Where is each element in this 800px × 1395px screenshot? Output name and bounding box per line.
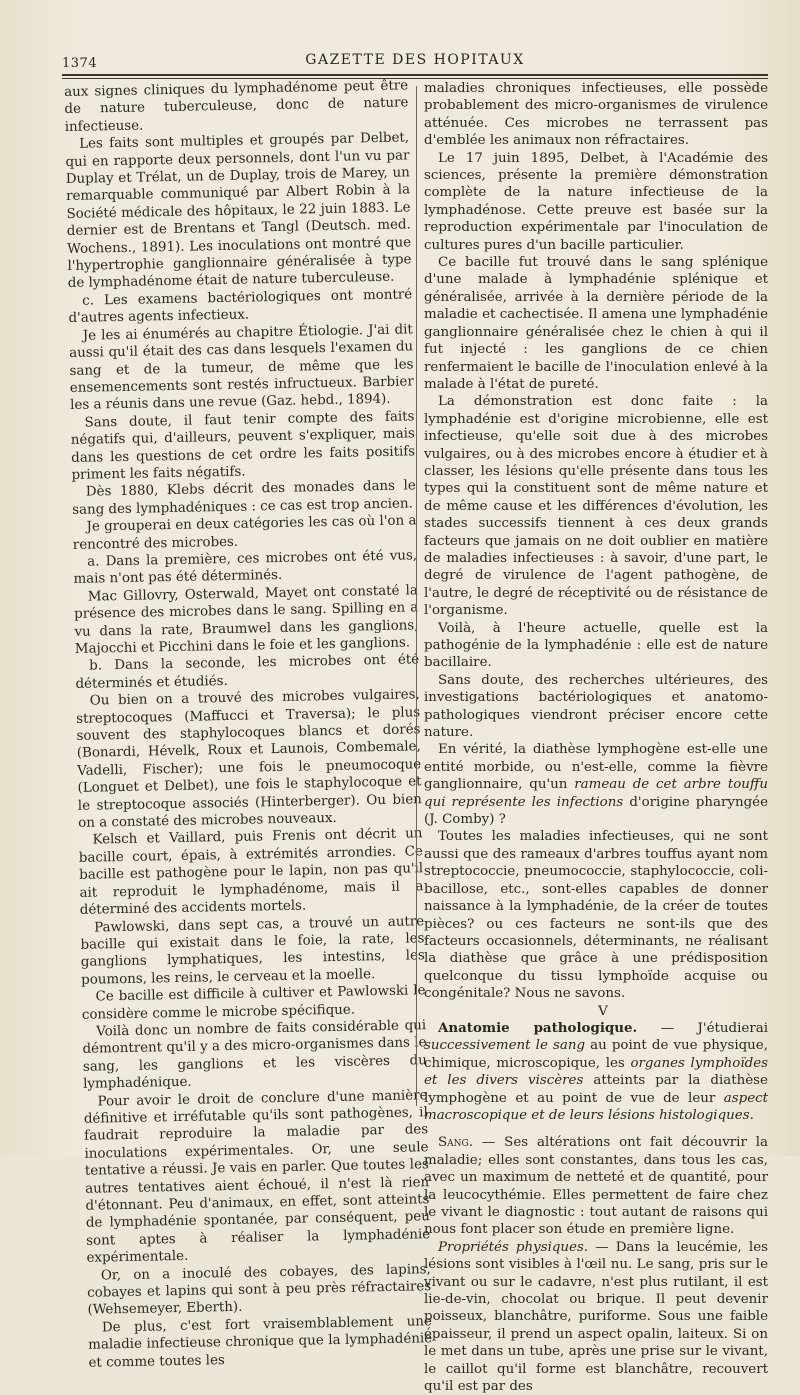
paragraph: Pawlowski, dans sept cas, a trouvé un autre bacille qui existait dans le foie, la rate, les ganglions lymphatiques, les intestins, les poumons, les reins, le cerveau et la moelle. <box>80 913 425 988</box>
paragraph: Ou bien on a trouvé des microbes vulgaires, streptocoques (Maffucci et Traversa); le plus souvent des staphylocoques blancs et dorés (Bonardi, Hévelk, Roux et Launois, Combemale, Vadelli, Fischer); une fois le pneumocoque (Longuet et Delbet), une fois le staphylocoque et le streptocoque associés (Hinterberger). Ou bien on a constaté des microbes nouveaux. <box>76 687 422 831</box>
paragraph: Or, on a inoculé des cobayes, des lapins, cobayes et lapins qui sont à peu près réfractaires (Wehsemeyer, Eberth). <box>87 1261 432 1319</box>
paragraph: Sans doute, il faut tenir compte des faits négatifs qui, d'ailleurs, peuvent s'expliquer, mais dans les questions de cet ordre les faits positifs priment les faits négatifs. <box>70 409 416 483</box>
text-run: — J'étudierai <box>637 1020 768 1036</box>
italic-run: aspect macroscopique et de leurs lésions histologiques <box>424 1090 768 1123</box>
paragraph: Sans doute, des recherches ultérieures, des investigations bactériologiques et anatomo-pathologiques viendront préciser encore cette nature. <box>424 672 768 741</box>
spacer <box>424 1124 768 1134</box>
paragraph: Voilà, à l'heure actuelle, quelle est la pathogénie de la lymphadénie : elle est de nature bacillaire. <box>424 620 768 671</box>
paragraph: Le 17 juin 1895, Delbet, à l'Académie des sciences, présente la première démonstration complète de la nature infectieuse de la lymphadénose. Cette preuve est basée sur la reproduction expérimentale par l'inoculation de cultures pures d'un bacille particulier. <box>424 150 768 253</box>
text-run: — Ses altérations ont fait découvrir la maladie; elles sont constantes, dans tous les cas, avec un maximum de netteté et de quantité, pour la leucocythémie. Elles permettent de faire chez le vivant le diagnostic : tout autant de raisons qui nous font placer son étude en première ligne. <box>424 1135 768 1238</box>
section-number: V <box>598 1003 608 1019</box>
journal-title: GAZETTE DES HOPITAUX <box>305 52 525 68</box>
paragraph: maladies chroniques infectieuses, elle possède probablement des micro-organismes de virulence atténuée. Ces microbes ne terrassent pas d'emblée les animaux non réfractaires. <box>424 81 768 149</box>
section-heading: Anatomie pathologique. <box>438 1019 638 1036</box>
paragraph: Les faits sont multiples et groupés par Delbet, qui en rapporte deux personnels, dont l'un vu par Duplay et Trélat, un de Duplay, trois de Marey, un remarquable communiqué par Albert Robin à la Société médicale des hôpitaux, le 22 juin 1883. Le dernier est de Brentans et Tangl (Deutsch. med. Wochens., 1891). Les inoculations ont montré que l'hypertrophie ganglionnaire généralisée à type de lymphadénome était de nature tuberculeuse. <box>65 130 412 292</box>
paragraph-diathese <box>424 741 768 828</box>
text-run: . <box>749 1107 754 1123</box>
paragraph: b. Dans la seconde, les microbes ont été déterminés et étudiés. <box>75 652 420 692</box>
paragraph: Pour avoir le droit de conclure d'une manière définitive et irréfutable qu'ils sont pathogènes, il faudrait reproduire la maladie par des inoculations expérimentales. Or, une seule tentative a réussi. Je vais en parler. Que toutes les autres tentatives aient échoué, il n'est là rien d'étonnant. Peu d'animaux, en effet, sont atteints de lymphadénie spontanée, par conséquent, peu sont aptes à réaliser la lymphadénie expérimentale. <box>83 1087 431 1267</box>
paragraph: La démonstration est donc faite : la lymphadénie est d'origine microbienne, elle est infectieuse, qu'elle soit due à des microbes vulgaires, ou à des microbes encore à étudier et à classer, les lésions qu'elle présente dans tous les types qui la constituent sont de même nature et de même cause et les différences d'évolution, les stades successifs tiennent à ces deux grands facteurs que jamais on ne doit oublier en matière de maladies infectieuses : à savoir, d'une part, le degré de virulence de l'agent pathogène, de l'autre, le degré de réceptivité ou de résistance de l'organisme. <box>424 394 768 619</box>
left-column <box>64 77 433 1371</box>
paragraph-sang <box>424 1134 768 1238</box>
paragraph: Mac Gillovry, Osterwald, Mayet ont constaté la présence des microbes dans le sang. Spilling en a vu dans la rate, Braumwel dans les ganglions, Majocchi et Picchini dans le foie et les ganglions. <box>74 583 419 657</box>
right-column <box>424 80 768 1395</box>
text-run: En vérité, la diathèse lymphogène est-elle une entité morbide, ou n'est-elle, comme la fièvre ganglionnaire, qu'un <box>424 742 768 793</box>
paragraph: a. Dans la première, ces microbes ont été vus, mais n'ont pas été déterminés. <box>73 548 418 588</box>
page-header <box>62 50 768 72</box>
paragraph-anatomie <box>424 1020 768 1124</box>
paragraph: De plus, c'est fort vraisemblablement une maladie infectieuse chronique que la lymphadénie et comme toutes les <box>88 1314 433 1371</box>
text-run: — Dans la leucémie, les lésions sont visibles à l'œil nu. Le sang, pris sur le vivant ou sur le cadavre, n'est plus rutilant, il est lie-de-vin, chocolat ou brique. Il peut devenir poisseux, blanchâtre, puriforme. Sous une faible épaisseur, il prend un aspect opalin, laiteux. Si on le met dans un tube, après une prise sur le vivant, le caillot qu'il forme est blanchâtre, recouvert qu'il est par des <box>424 1239 768 1395</box>
paragraph: Kelsch et Vaillard, puis Frenis ont décrit un bacille court, épais, à extrémités arrondies. Ce bacille est pathogène pour le lapin, non pas qu'il ait reproduit le lymphadénome, mais il a déterminé des accidents mortels. <box>78 826 424 918</box>
paragraph: Je les ai énumérés au chapitre Étiologie. J'ai dit aussi qu'il était des cas dans lesquels l'examen du sang et de la tumeur, de même que les ensemencements sont restés infructueux. Barbier les a réunis dans une revue (Gaz. hebd., 1894). <box>69 322 414 414</box>
paragraph: Voilà donc un nombre de faits considérable qui démontrent qu'il y a des micro-organismes dans le sang, les ganglions et les viscères du lymphadénique. <box>82 1018 427 1092</box>
paragraph: c. Les examens bactériologiques ont montré d'autres agents infectieux. <box>68 287 413 327</box>
subsection-heading: Sang. <box>438 1135 473 1151</box>
paragraph: Toutes les maladies infectieuses, qui ne sont aussi que des rameaux d'arbres touffus ayant nom streptococcie, pneumococcie, staphylococcie, coli-bacillose, etc., sont-elles capables de donner naissance à la lymphadénie, de la créer de toutes pièces? ou ces facteurs ne sont-ils que des facteurs occasionnels, déterminants, ne réalisant la diathèse que grâce à une prédisposition quelconque du tissu lymphoïde acquise ou congénitale? Nous ne savons. <box>424 829 768 1002</box>
italic-run: organes lymphoïdes et les divers viscères <box>424 1055 768 1089</box>
paragraph-proprietes <box>424 1239 768 1395</box>
text-run: d'origine pharyngée (J. Comby) ? <box>424 794 768 828</box>
header-rule-thick <box>62 74 768 76</box>
paragraph: Je grouperai en deux catégories les cas où l'on a rencontré des microbes. <box>72 513 417 553</box>
page-number: 1374 <box>62 56 98 71</box>
italic-quote: rameau de cet arbre touffu qui représente les infections <box>424 777 768 810</box>
column-divider <box>416 86 417 1106</box>
paragraph: Ce bacille fut trouvé dans le sang splénique d'une malade à lymphadénie splénique et généralisée, arrivée à la dernière période de la maladie et cachectisée. Il amena une lymphadénie ganglionnaire généralisée chez le chien à qui il fut injecté : les ganglions de ce chien renfermaient le bacille de l'inoculation enlevé à la malade à l'état de pureté. <box>424 255 768 392</box>
header-rule-thin <box>62 78 768 79</box>
paragraph: aux signes cliniques du lymphadénome peut être de nature tuberculeuse, donc de nature infectieuse. <box>64 78 409 135</box>
paragraph: Dès 1880, Klebs décrit des monades dans le sang des lymphadéniques : ce cas est trop ancien. <box>72 478 416 518</box>
text-run: atteints par la diathèse lymphogène et au point de vue de leur <box>424 1073 768 1106</box>
subsection-heading: Propriétés physiques. <box>438 1239 589 1255</box>
italic-run: successivement le sang <box>424 1038 586 1054</box>
text-run: au point de vue physique, chimique, microscopique, les <box>424 1038 768 1071</box>
paragraph: Ce bacille est difficile à cultiver et Pawlowski le considère comme le microbe spécifique. <box>81 983 426 1023</box>
